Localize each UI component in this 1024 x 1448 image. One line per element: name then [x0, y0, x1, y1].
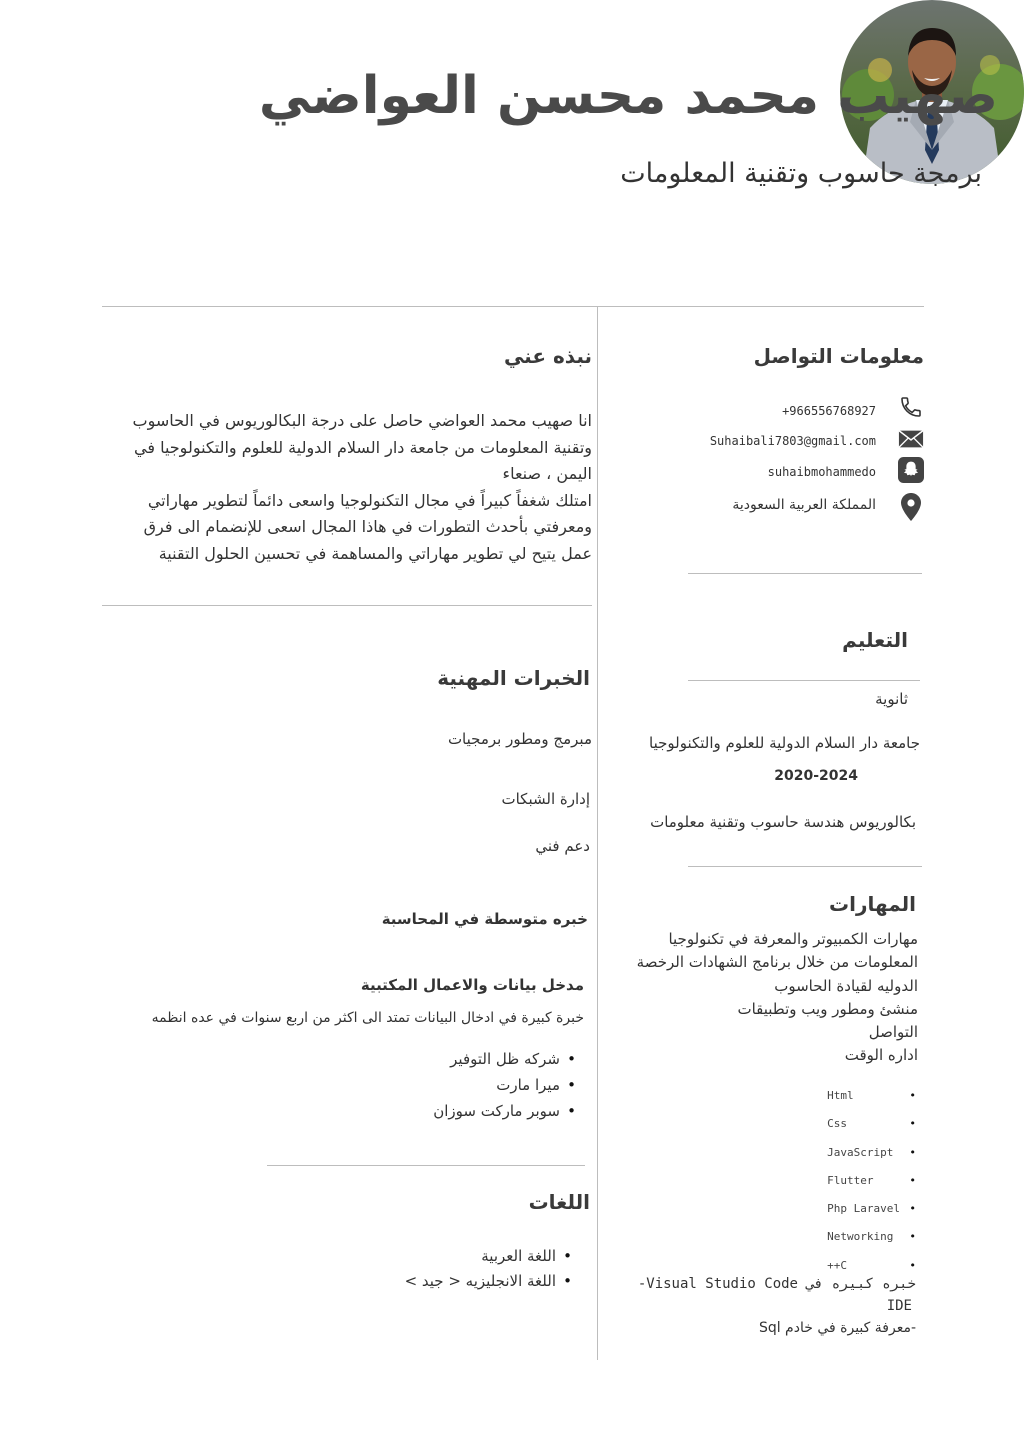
education-level: ثانوية	[875, 690, 908, 708]
university-name: جامعة دار السلام الدولية للعلوم والتكنولوجيا	[649, 734, 920, 752]
header-divider	[102, 306, 924, 307]
full-name: صهيب محمد محسن العواضي	[258, 66, 998, 126]
column-divider	[597, 306, 598, 1360]
data-entry-description: خبرة كبيرة في ادخال البيانات تمتد الى اكثر من اربع سنوات في عده انظمه	[151, 1010, 584, 1026]
contact-divider	[688, 573, 922, 574]
vscode-skill: خبره كبيره في Visual Studio Code-	[637, 1276, 916, 1292]
skills-summary-line: مهارات الكمبيوتر والمعرفة في تكنولوجيا	[668, 930, 918, 948]
skills-summary-line: التواصل	[868, 1023, 918, 1042]
about-line: امتلك شغفاً كبيراً في مجال التكنولوجيا واسعى دائماً لتطوير مهاراتي	[147, 490, 592, 510]
email-row	[710, 426, 876, 456]
about-line: وتقنية المعلومات من جامعة دار السلام الدولية للعلوم والتكنولوجيا في	[134, 437, 592, 457]
location-text: المملكة العربية السعودية	[732, 497, 876, 513]
accounting-experience: خبره متوسطة في المحاسبة	[381, 910, 588, 928]
tech-skill-item: • JavaScript	[827, 1139, 900, 1167]
skills-summary	[598, 928, 918, 1068]
tech-skill-item: • Css	[827, 1110, 900, 1138]
email-icon	[898, 426, 924, 452]
skills-summary-line: منشئ ومطور ويب وتطبيقات	[737, 999, 918, 1018]
skills-heading: المهارات	[829, 892, 916, 916]
education-years: 2020-2024	[774, 768, 858, 784]
company-item: • ميرا مارت	[433, 1072, 560, 1098]
companies-list	[433, 1046, 578, 1124]
snapchat-handle[interactable]: suhaibmohammedo	[767, 465, 876, 479]
tech-skill-item: • Php Laravel	[827, 1195, 900, 1223]
about-text	[32, 408, 592, 568]
skills-summary-line: الدوليه لقيادة الحاسوب	[774, 976, 918, 995]
about-divider	[102, 605, 592, 606]
language-item: • اللغة العربية	[405, 1244, 556, 1269]
about-line: انا صهيب محمد العواضي حاصل على درجة البكالوريوس في الحاسوب	[132, 411, 592, 430]
about-heading: نبذه عني	[503, 344, 592, 368]
phone-icon	[898, 394, 924, 420]
language-item: • اللغة الانجليزيه < جيد >	[405, 1269, 556, 1294]
tech-skill-item: • ++C	[827, 1252, 900, 1280]
skills-summary-line: المعلومات من خلال برنامج الشهادات الرخصة	[636, 953, 918, 972]
experience-item: إدارة الشبكات	[501, 790, 590, 808]
phone-number[interactable]: +966556768927	[782, 404, 876, 418]
tech-skill-item: • Networking	[827, 1223, 900, 1251]
languages-list	[405, 1244, 574, 1294]
experience-item: مبرمج ومطور برمجيات	[447, 730, 592, 748]
skills-summary-line: اداره الوقت	[844, 1046, 918, 1065]
experience-item: دعم فني	[535, 837, 590, 855]
vscode-skill-ide: IDE	[886, 1298, 912, 1314]
tech-skills-list	[827, 1082, 918, 1280]
job-title: برمجة حاسوب وتقنية المعلومات	[620, 158, 982, 189]
languages-heading: اللغات	[528, 1190, 590, 1214]
degree-name: بكالوريوس هندسة حاسوب وتقنية معلومات	[650, 813, 916, 831]
company-item: • سوبر ماركت سوزان	[433, 1098, 560, 1124]
location-pin-icon	[898, 494, 924, 520]
education-heading-rule	[688, 680, 920, 681]
about-line: عمل يتيح لي تطوير مهاراتي والمساهمة في تحسين الحلول التقنية	[158, 543, 592, 563]
education-heading: التعليم	[842, 628, 908, 652]
snapchat-icon	[898, 457, 924, 483]
about-line: اليمن ، صنعاء	[502, 464, 592, 484]
about-line: ومعرفتي بأحدث التطورات في هاذا المجال اسعى للإنضمام الى فرق	[143, 517, 592, 537]
experience-heading: الخبرات المهنية	[437, 666, 590, 690]
data-entry-title: مدخل بيانات والاعمال المكتبية	[360, 976, 584, 994]
email-address[interactable]: Suhaibali7803@gmail.com	[709, 434, 876, 448]
phone-row	[782, 396, 876, 426]
education-divider	[688, 866, 922, 867]
contact-heading: معلومات التواصل	[753, 344, 924, 368]
tech-skill-item: • Flutter	[827, 1167, 900, 1195]
location-row	[732, 490, 876, 520]
experience-divider	[267, 1165, 585, 1166]
company-item: • شركه ظل التوفير	[433, 1046, 560, 1072]
snapchat-row	[768, 457, 876, 487]
tech-skill-item: • Html	[827, 1082, 900, 1110]
sql-skill: -معرفة كبيرة في خادم Sql	[758, 1320, 916, 1336]
